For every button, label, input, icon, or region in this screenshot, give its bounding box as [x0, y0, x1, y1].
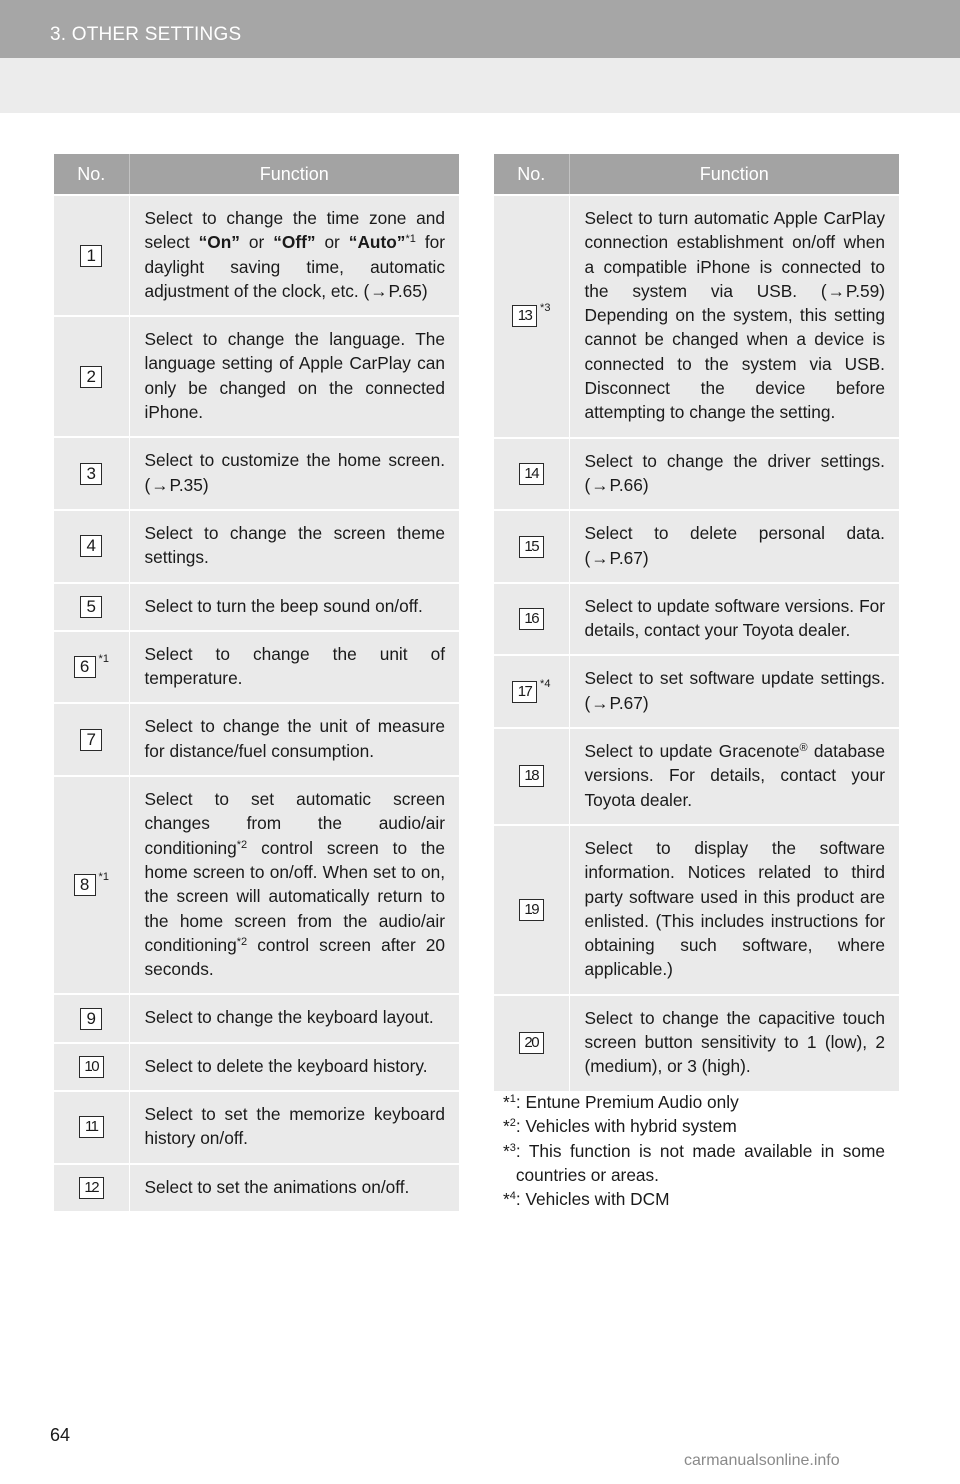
column-header-function: Function — [129, 154, 459, 195]
table-row — [54, 1043, 459, 1091]
description-text: Select to turn the beep sound on/off. — [144, 595, 423, 616]
right-table-body — [494, 195, 899, 1091]
description-text: Select to customize the home screen. ( — [144, 450, 445, 495]
table-row — [54, 437, 459, 510]
footnote-text: : Vehicles with DCM — [515, 1189, 670, 1210]
footnote-2 — [503, 1114, 885, 1138]
function-description — [129, 1091, 459, 1164]
description-text: P.67) — [609, 547, 649, 568]
description-text: Select to set automatic screen changes from the audio/air conditioning — [144, 789, 445, 858]
footnote-mark: *$^4$ — [503, 1189, 516, 1210]
table-row — [54, 1164, 459, 1211]
table-row — [54, 703, 459, 776]
item-number-badge: 15 — [519, 536, 544, 558]
item-number-badge: 14 — [519, 463, 544, 485]
description-text: Select to set the memorize keyboard history on/off. — [144, 1104, 445, 1149]
description-text: control screen to the home screen to on/off. When set to on, the screen will automatically return to the home screen from the audio/air conditioning — [144, 837, 445, 955]
page-number: 64 — [50, 1425, 71, 1445]
row-number-cell — [54, 1043, 129, 1091]
row-number-cell — [54, 316, 129, 437]
function-description — [129, 1043, 459, 1091]
watermark: carmanualsonline.info — [684, 1452, 840, 1469]
footnote-ref: ® — [799, 742, 808, 755]
footnote-ref: *2 — [236, 838, 248, 851]
description-text: P.67) — [609, 692, 649, 713]
footnote-ref: *1 — [98, 653, 109, 666]
item-number-badge: 5 — [80, 596, 102, 618]
footnote-4 — [503, 1187, 885, 1211]
function-description — [129, 994, 459, 1042]
row-number-cell — [494, 510, 569, 583]
item-number-badge: 6 — [74, 656, 96, 678]
option-label: “Off” — [273, 232, 316, 253]
table-row — [494, 825, 899, 995]
header-band — [0, 58, 960, 113]
description-text: for daylight saving time, automatic adjustment of the clock, etc. ( — [144, 232, 445, 301]
footnote-3 — [503, 1139, 885, 1188]
item-number-badge: 3 — [80, 463, 102, 485]
item-number-badge: 8 — [74, 874, 96, 896]
function-description — [129, 776, 459, 994]
arrow-right-icon: → — [591, 547, 609, 568]
row-number-cell — [494, 438, 569, 511]
item-number-badge: 4 — [80, 535, 102, 557]
section-title: 3. OTHER SETTINGS — [50, 24, 242, 45]
table-row — [54, 583, 459, 631]
function-table-left — [54, 154, 459, 1211]
table-row — [494, 583, 899, 656]
row-number-cell — [54, 994, 129, 1042]
footnote-ref: *4 — [540, 677, 551, 690]
description-text: Select to change the unit of temperature. — [144, 643, 445, 689]
item-number-badge: 19 — [519, 899, 544, 921]
option-label: “Auto” — [348, 232, 406, 253]
description-text: Select to set the animations on/off. — [144, 1176, 410, 1197]
row-number-cell — [494, 583, 569, 656]
function-table-right — [494, 154, 899, 1091]
table-row — [494, 655, 899, 728]
item-number-badge: 10 — [79, 1056, 104, 1078]
column-header-no: No. — [54, 154, 129, 195]
description-text: P.35) — [169, 474, 209, 495]
description-text: P.59) Depending on the system, this setting cannot be changed when a device is connected to the system via USB. Disconnect the device before attempting to change the setting. — [584, 280, 885, 423]
description-text: P.66) — [609, 474, 649, 495]
function-description — [569, 825, 899, 995]
function-description — [569, 438, 899, 511]
description-text: Select to change the keyboard layout. — [144, 1007, 434, 1028]
footnote-mark: *$^1$ — [503, 1092, 516, 1112]
column-header-no: No. — [494, 154, 569, 195]
function-description — [129, 583, 459, 631]
function-description — [569, 510, 899, 583]
description-text: Select to set software update settings. ( — [584, 668, 885, 713]
description-text: Select to turn automatic Apple CarPlay connection establishment on/off when a compatible iPhone is connected to the system via USB. ( — [584, 208, 885, 301]
header-bar — [0, 0, 960, 58]
description-text: or — [239, 232, 274, 253]
table-row — [494, 995, 899, 1091]
arrow-right-icon: → — [591, 692, 609, 713]
table-row — [494, 510, 899, 583]
description-text: Select to change the unit of measure for distance/fuel consumption. — [144, 716, 445, 761]
row-number-cell — [54, 195, 129, 316]
description-text: control screen after 20 seconds. — [144, 934, 445, 980]
item-number-badge: 12 — [79, 1177, 104, 1199]
table-row — [54, 316, 459, 437]
column-header-function: Function — [569, 154, 899, 195]
item-number-badge: 1 — [80, 245, 102, 267]
arrow-right-icon: → — [591, 474, 609, 495]
item-number-badge: 18 — [519, 765, 544, 787]
table-row — [54, 776, 459, 994]
description-text: Select to change the language. The language setting of Apple CarPlay can only be changed on the connected iPhone. — [144, 329, 445, 423]
description-text: Select to change the time zone and select — [144, 208, 445, 253]
footnotes — [503, 1090, 885, 1211]
item-number-badge: 7 — [80, 729, 102, 751]
arrow-right-icon: → — [827, 280, 845, 301]
row-number-cell — [494, 995, 569, 1091]
item-number-badge: 20 — [519, 1032, 544, 1054]
row-number-cell — [54, 583, 129, 631]
function-description — [129, 316, 459, 437]
description-text: Select to delete personal data. ( — [584, 523, 885, 568]
table-row — [54, 1091, 459, 1164]
footnote-ref: *1 — [98, 871, 109, 884]
table-row — [54, 994, 459, 1042]
footnote-text: : Entune Premium Audio only — [515, 1092, 739, 1112]
description-text: database versions. For details, contact your Toyota dealer. — [584, 741, 885, 810]
row-number-cell — [54, 776, 129, 994]
arrow-right-icon: → — [151, 474, 169, 495]
table-row — [494, 728, 899, 825]
function-description — [129, 510, 459, 583]
table-row — [494, 438, 899, 511]
footnote-ref: *2 — [236, 935, 248, 948]
left-table-body — [54, 195, 459, 1211]
row-number-cell — [54, 1164, 129, 1211]
description-text: Select to change the driver settings. ( — [584, 450, 885, 495]
table-header-row — [494, 154, 899, 195]
row-number-cell — [494, 655, 569, 728]
footnote-ref: *3 — [540, 302, 551, 315]
item-number-badge: 13 — [512, 305, 537, 327]
table-row — [54, 195, 459, 316]
function-description — [569, 728, 899, 825]
function-description — [569, 195, 899, 438]
item-number-badge: 2 — [80, 366, 102, 388]
description-text: Select to update Gracenote — [584, 741, 800, 762]
table-row — [54, 631, 459, 704]
row-number-cell — [54, 703, 129, 776]
function-description — [129, 195, 459, 316]
option-label: “On” — [198, 232, 240, 253]
footnote-ref: *1 — [405, 233, 416, 246]
function-description — [129, 437, 459, 510]
description-text: Select to delete the keyboard history. — [144, 1055, 428, 1076]
description-text: Select to update software versions. For details, contact your Toyota dealer. — [584, 595, 885, 641]
table-row — [494, 195, 899, 438]
description-text: Select to display the software information. Notices related to third party software used in this product are enlisted. (This includes instructions for obtaining such software, where applicable.) — [584, 837, 885, 980]
row-number-cell — [494, 728, 569, 825]
row-number-cell — [54, 437, 129, 510]
table-header-row — [54, 154, 459, 195]
description-text: Select to change the screen theme settings. — [144, 522, 445, 568]
row-number-cell — [54, 631, 129, 704]
item-number-badge: 9 — [80, 1008, 102, 1030]
arrow-right-icon: → — [370, 280, 388, 301]
row-number-cell — [54, 1091, 129, 1164]
row-number-cell — [54, 510, 129, 583]
item-number-badge: 17 — [512, 681, 537, 703]
footnote-1 — [503, 1090, 885, 1114]
footnote-mark: *$^2$ — [503, 1116, 516, 1137]
function-description — [129, 1164, 459, 1211]
footnote-mark: *$^3$ — [503, 1140, 516, 1161]
footnote-text: : Vehicles with hybrid system — [515, 1116, 737, 1137]
function-description — [129, 631, 459, 704]
function-description — [569, 583, 899, 656]
description-text: Select to change the capacitive touch screen button sensitivity to 1 (low), 2 (medium), or 3 (high). — [584, 1007, 885, 1077]
row-number-cell — [494, 825, 569, 995]
function-description — [569, 995, 899, 1091]
footnote-text: : This function is not made available in some countries or areas. — [515, 1140, 885, 1185]
description-text: or — [315, 232, 349, 253]
item-number-badge: 11 — [79, 1116, 104, 1138]
function-description — [569, 655, 899, 728]
row-number-cell — [494, 195, 569, 438]
description-text: P.65) — [388, 280, 428, 301]
table-row — [54, 510, 459, 583]
function-description — [129, 703, 459, 776]
item-number-badge: 16 — [519, 608, 544, 630]
